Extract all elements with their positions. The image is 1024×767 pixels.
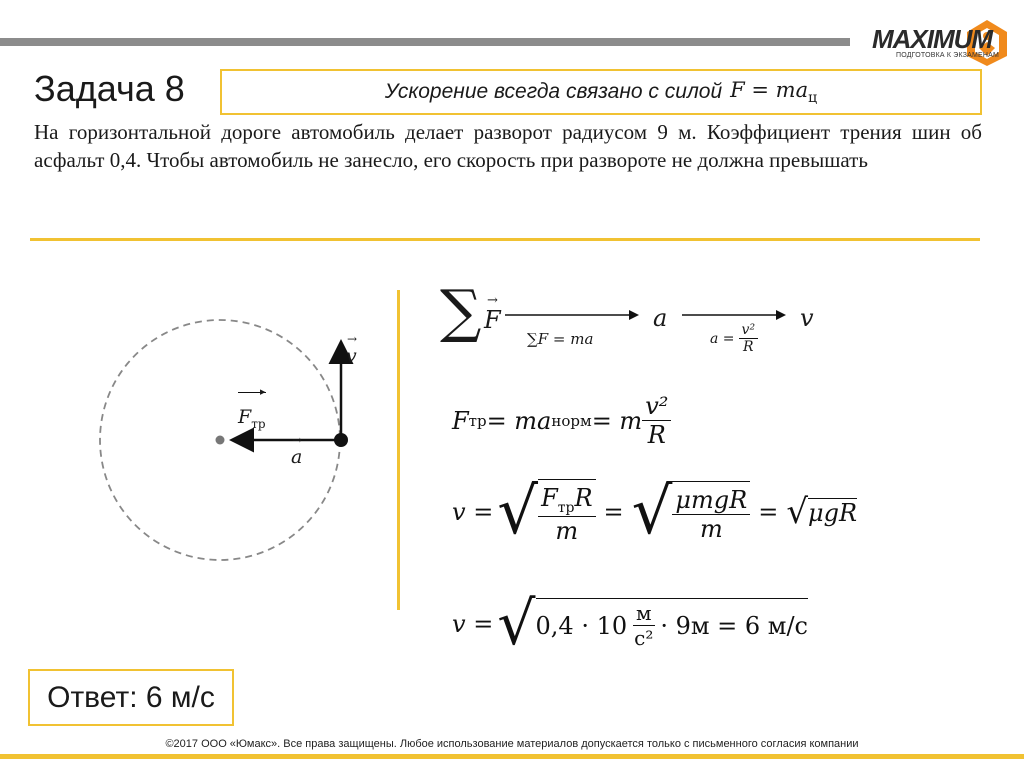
vertical-divider (397, 290, 400, 610)
copyright-footer: ©2017 ООО «Юмакс». Все права защищены. Любое использование материалов допускается только с письменного согласия компании (165, 738, 859, 750)
answer-box: Ответ: 6 м/с (28, 669, 234, 726)
sum-symbol: ∑ (440, 277, 482, 345)
friction-force-label: ▸ $F_{тр}$ (238, 385, 266, 431)
header-bar (0, 38, 850, 46)
velocity-derivation: v = √ $\frac{F_{тр}R}{m}$ = √ $\frac{\text{μmgR}}{m}$ = √ μgR (452, 475, 858, 549)
footer-bar (0, 754, 1024, 759)
page-title: Задача 8 (34, 68, 185, 109)
chain-velocity: v (800, 304, 814, 332)
newton-second-law-label: ∑F = ma (527, 330, 594, 348)
divider (30, 238, 980, 241)
chain-arrow-2 (682, 308, 787, 322)
key-formula-box (220, 69, 982, 115)
logo-subtitle: ПОДГОТОВКА К ЭКЗАМЕНАМ (896, 52, 1000, 59)
chain-force: → F (484, 293, 501, 334)
numeric-calculation: v = √ 0,4 · 10 $\frac{м}{\text{с²}}$ · 9м = 6 м/с (452, 589, 808, 659)
key-formula-math: $F = ma_ц$ (730, 77, 818, 107)
circle-center (216, 436, 225, 445)
car-point (334, 433, 348, 447)
key-formula-text: Ускорение всегда связано с силой (384, 80, 723, 103)
acceleration-label: → a (291, 433, 303, 468)
logo: MAXIMUM (872, 24, 993, 54)
chain-acceleration: a (653, 304, 668, 332)
centripetal-formula-label: a = $\frac{\text{v²}}{R}$ (710, 322, 758, 355)
circular-motion-diagram (90, 310, 380, 580)
problem-statement: На горизонтальной дороге автомобиль делает разворот радиусом 9 м. Коэффициент трения шин об асфальт 0,4. Чтобы автомобиль не занесло, его скорость при развороте не должна превышать (34, 120, 982, 172)
velocity-label: → v (346, 332, 358, 367)
friction-equation: F тр = ma норм = m $\frac{\text{v²}}{R}$ (452, 392, 671, 449)
chain-arrow-1 (505, 308, 640, 322)
